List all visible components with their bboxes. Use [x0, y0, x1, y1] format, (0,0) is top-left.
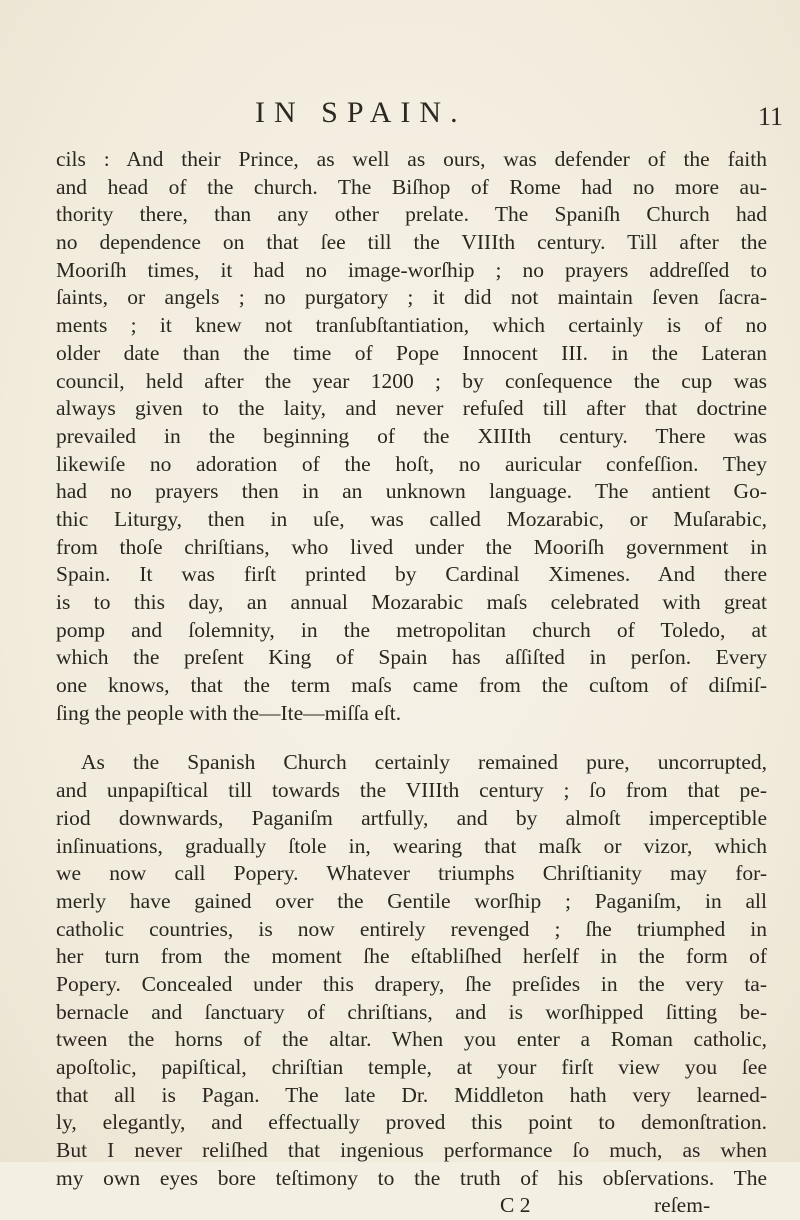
text-line: that all is Pagan. The late Dr. Middleton hath very learned- — [56, 1082, 767, 1107]
paragraph-gap — [56, 727, 767, 749]
text-line: merly have gained over the Gentile worſhip ; Paganiſm, in all — [56, 888, 767, 913]
text-line: likewiſe no adoration of the hoſt, no auricular confeſſion. They — [56, 451, 767, 476]
text-line: and head of the church. The Biſhop of Rome had no more au- — [56, 174, 767, 199]
page-header — [0, 96, 800, 136]
text-line: apoſtolic, papiſtical, chriſtian temple, at your firſt view you ſee — [56, 1055, 767, 1079]
text-line: But I never reliſhed that ingenious performance ſo much, as when — [56, 1138, 767, 1163]
text-line: council, held after the year 1200 ; by conſequence the cup was — [56, 368, 767, 393]
text-line: ly, elegantly, and effectually proved this point to demonſtration. — [56, 1110, 767, 1135]
text-line: ments ; it knew not tranſubſtantiation, which certainly is of no — [56, 313, 767, 338]
text-line: cils : And their Prince, as well as ours, was defender of the faith — [56, 147, 767, 171]
body-text — [56, 146, 767, 1220]
running-head: IN SPAIN. — [255, 96, 467, 129]
text-line: no dependence on that ſee till the VIIIth century. Till after the — [56, 230, 767, 255]
text-line: Mooriſh times, it had no image-worſhip ; no prayers addreſſed to — [56, 257, 767, 282]
text-line: ſaints, or angels ; no purgatory ; it did not maintain ſeven ſacra- — [56, 285, 767, 310]
text-line: is to this day, an annual Mozarabic maſs celebrated with great — [56, 590, 767, 614]
text-line: thority there, than any other prelate. The Spaniſh Church had — [56, 202, 767, 227]
page-footer — [56, 1192, 767, 1220]
text-line: riod downwards, Paganiſm artfully, and by almoſt imperceptible — [56, 805, 767, 830]
text-line: Spain. It was firſt printed by Cardinal Ximenes. And there — [56, 562, 767, 587]
page-number: 11 — [758, 102, 784, 131]
text-line: thic Liturgy, then in uſe, was called Mozarabic, or Muſarabic, — [56, 506, 767, 531]
signature-mark: C 2 — [500, 1193, 531, 1218]
text-line: pomp and ſolemnity, in the metropolitan church of Toledo, at — [56, 617, 767, 642]
paragraph-2 — [56, 749, 767, 1192]
text-line: catholic countries, is now entirely revenged ; ſhe triumphed in — [56, 916, 767, 941]
paragraph-1 — [56, 146, 767, 727]
text-line: we now call Popery. Whatever triumphs Chriſtianity may for- — [56, 861, 767, 886]
text-line: inſinuations, gradually ſtole in, wearing that maſk or vizor, which — [56, 833, 767, 858]
text-line: from thoſe chriſtians, who lived under the Mooriſh government in — [56, 534, 767, 559]
text-line: ſing the people with the—Ite—miſſa eſt. — [56, 700, 402, 725]
text-line: tween the horns of the altar. When you enter a Roman catholic, — [56, 1027, 767, 1052]
catchword: reſem- — [654, 1193, 711, 1218]
text-line: bernacle and ſanctuary of chriſtians, and is worſhipped ſitting be- — [56, 999, 767, 1024]
text-line: my own eyes bore teſtimony to the truth of his obſervations. The — [56, 1165, 767, 1190]
text-line: prevailed in the beginning of the XIIIth century. There was — [56, 423, 767, 448]
text-line: one knows, that the term maſs came from the cuſtom of diſmiſ- — [56, 673, 767, 698]
text-line: As the Spanish Church certainly remained pure, uncorrupted, — [81, 750, 767, 775]
text-line: her turn from the moment ſhe eſtabliſhed herſelf in the form of — [56, 944, 767, 969]
text-line: had no prayers then in an unknown language. The antient Go- — [56, 479, 767, 504]
text-line: always given to the laity, and never refuſed till after that doctrine — [56, 396, 767, 421]
text-line: older date than the time of Pope Innocent III. in the Lateran — [56, 340, 767, 365]
text-line: Popery. Concealed under this drapery, ſhe preſides in the very ta- — [56, 971, 767, 996]
text-line: which the preſent King of Spain has aſſiſted in perſon. Every — [56, 645, 767, 670]
text-line: and unpapiſtical till towards the VIIIth century ; ſo from that pe- — [56, 778, 767, 803]
